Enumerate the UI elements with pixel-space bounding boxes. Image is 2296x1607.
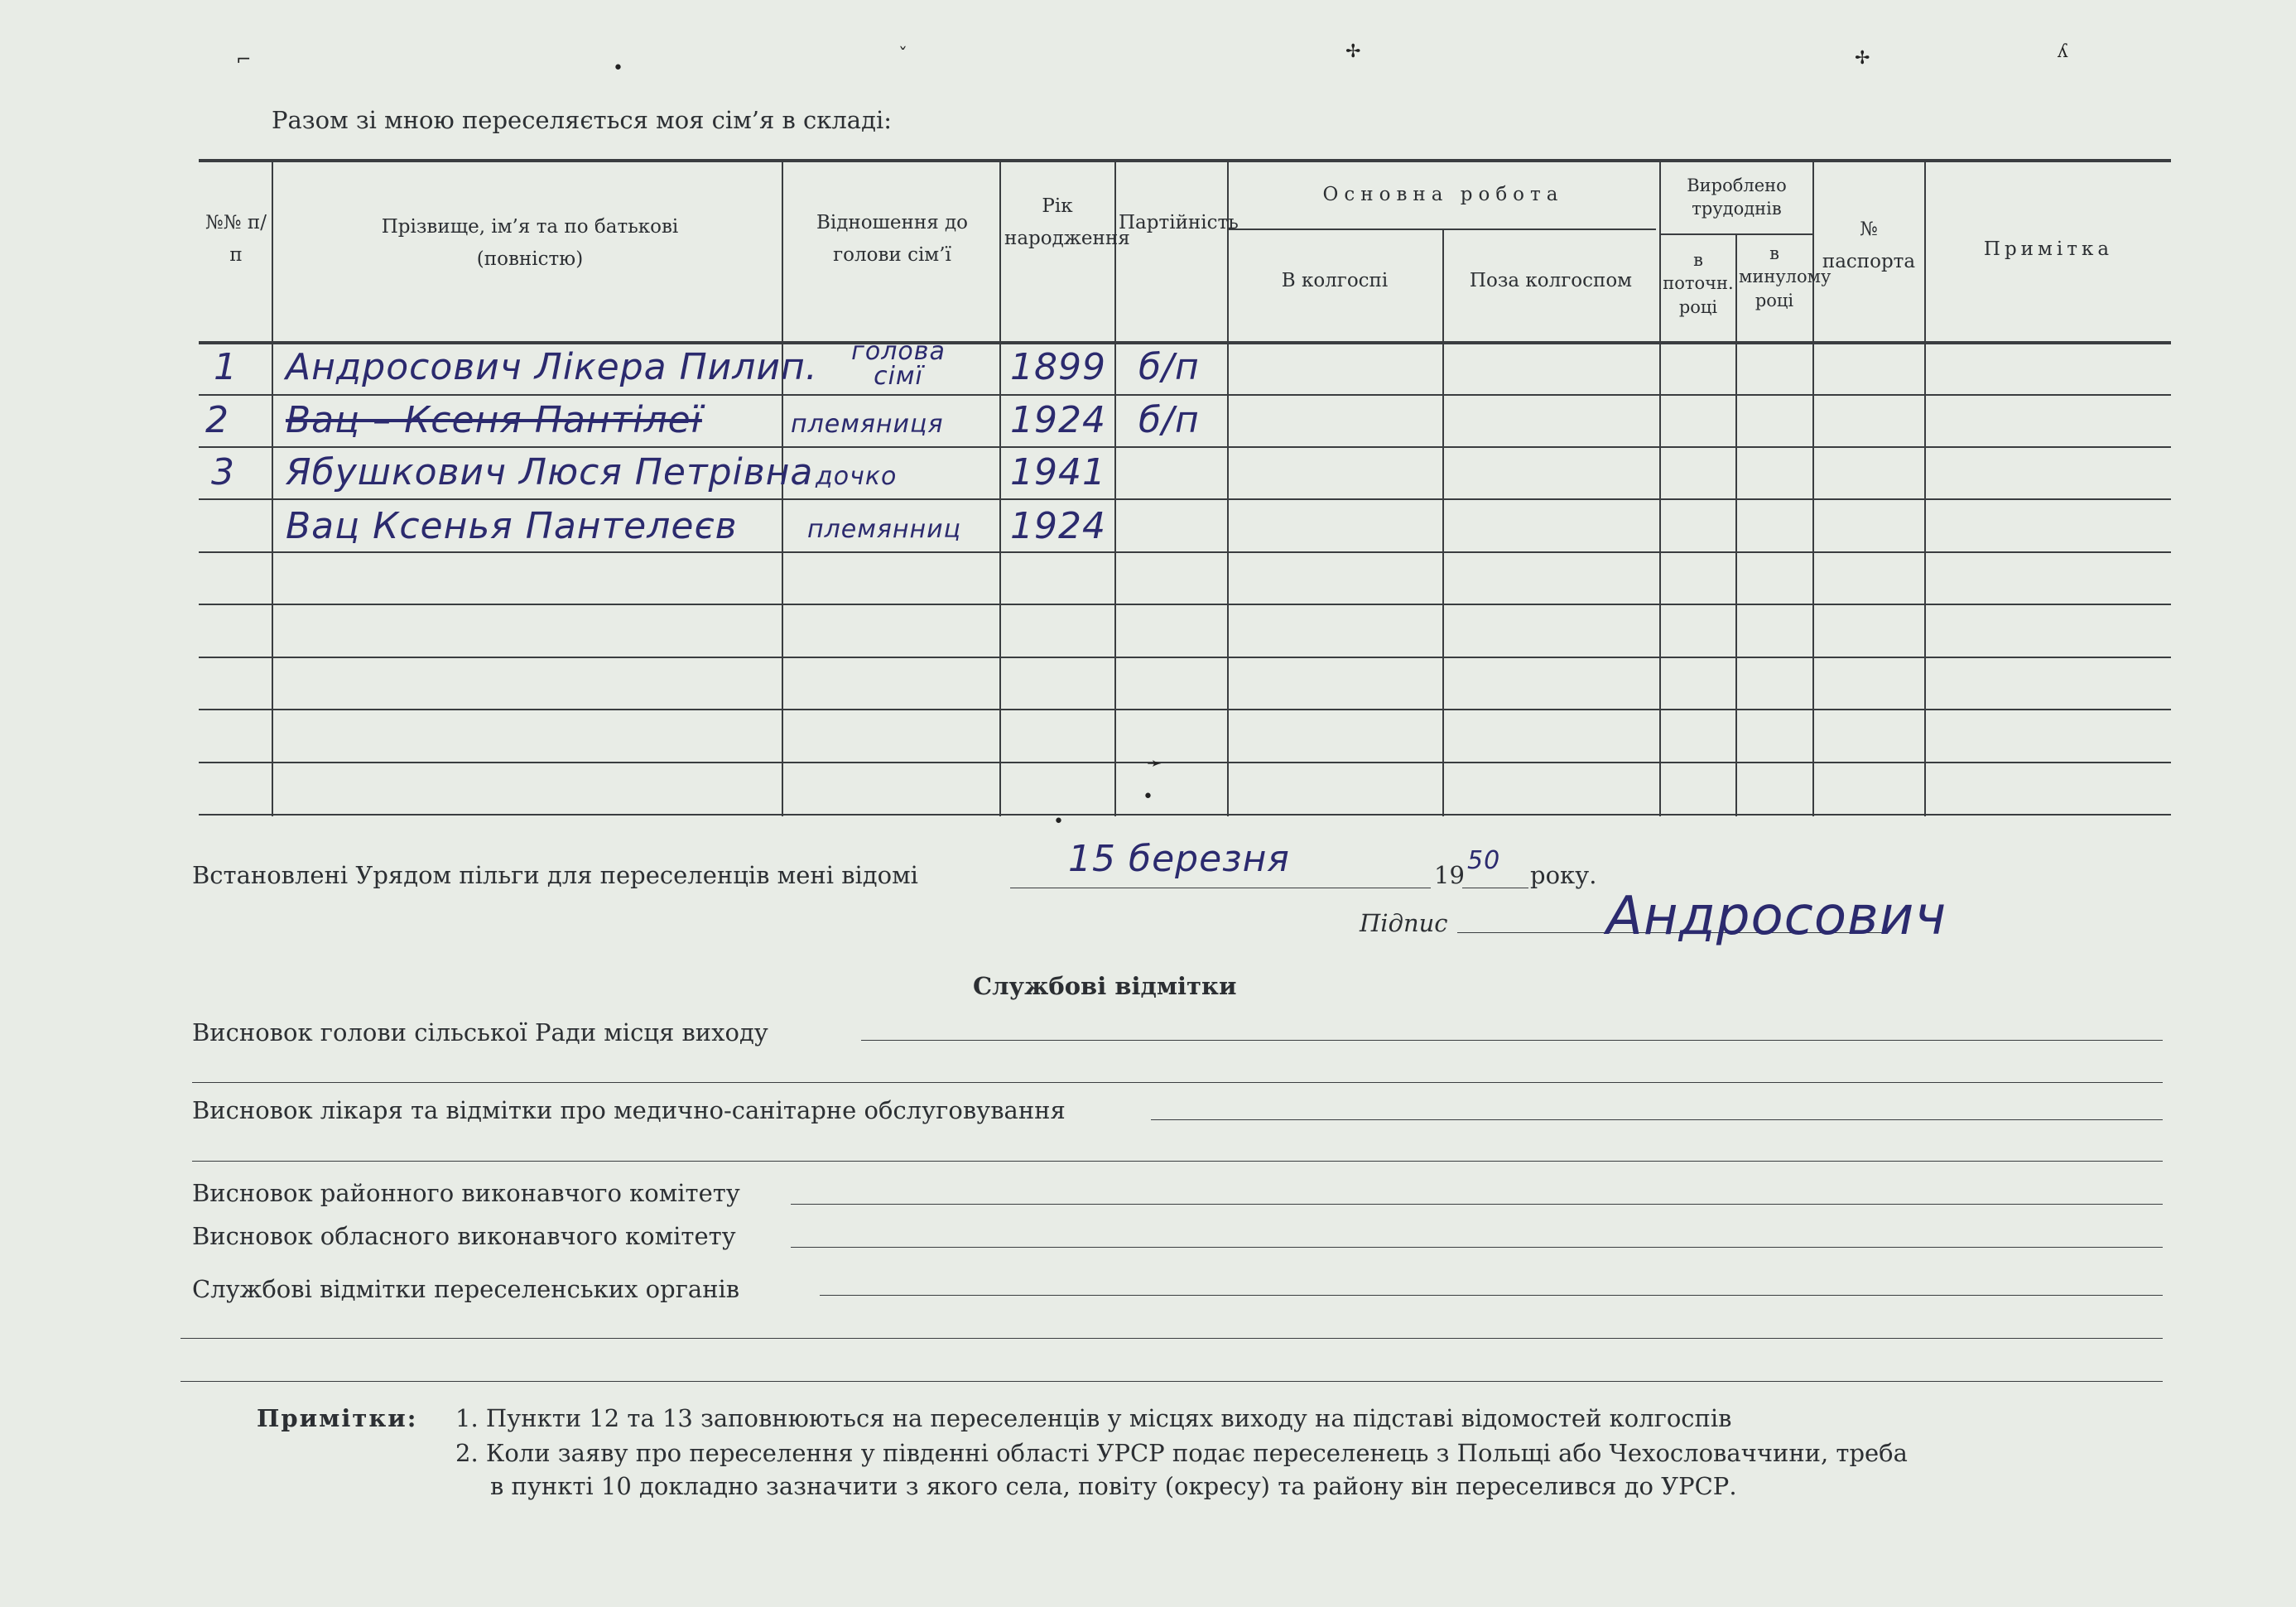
official-line-label: Висновок голови сільської Ради місця виходу [192,1018,768,1046]
row-line [199,709,2171,710]
header-note: Примітка [1983,238,2114,260]
official-line-label: Висновок лікаря та відмітки про медично-санітарне обслуговування [192,1096,1066,1124]
header-in-kolhosp: В колгоспі [1281,270,1389,291]
header-last-year: в минулому році [1739,243,1832,310]
row-name: Ябушкович Люся Петрівна [286,451,814,493]
col-line [999,161,1001,816]
header-party: Партійність [1119,212,1239,233]
row-line [199,814,2171,816]
header-workdays: Вироблено трудоднів [1687,176,1787,219]
col-line [1812,161,1814,816]
header-birth-year: Рік народження [1004,195,1130,250]
table-top-border [199,159,2171,162]
main-work-divider [1227,229,1656,230]
signature-value: Андросович [1606,886,1947,947]
row-num: 3 [211,451,235,493]
row-line [199,551,2171,553]
punch-mark: • [1053,811,1064,832]
year-word: року. [1530,861,1597,889]
year-suffix: 50 [1467,846,1501,875]
punch-mark: ⌐ [236,50,252,70]
row-num: 2 [205,399,229,441]
col-line [272,161,273,816]
header-num: №№ п/п [205,212,267,267]
punch-mark: ➛ [1147,753,1162,774]
notes-label: Примітки: [257,1404,418,1432]
row-num: 1 [214,346,238,388]
row-line [199,498,2171,500]
row-name: Андросович Лікера Пилип. [286,346,818,388]
intro-text: Разом зі мною переселяється моя сім’я в складі: [272,106,893,134]
note-item: в пункті 10 докладно зазначити з якого села, повіту (окресу) та району він переселився до УРСР. [490,1472,1737,1500]
punch-mark: • [613,58,623,79]
signature-label: Підпис [1360,909,1448,937]
row-relation: дочко [816,462,898,491]
row-party: б/п [1138,346,1200,388]
benefits-date: 15 березня [1068,838,1290,880]
row-relation: голова сімї [851,337,946,391]
row-line [199,446,2171,448]
fill-line [181,1338,2163,1339]
punch-mark: ✢ [1855,48,1870,69]
row-party: б/п [1138,399,1200,441]
official-title: Службові відмітки [973,972,1237,1000]
punch-mark: ✢ [1345,41,1361,62]
row-line [199,394,2171,396]
col-line [1659,161,1661,816]
col-line [1227,161,1229,816]
col-line [1114,161,1116,816]
row-line [199,762,2171,763]
row-relation: племяниця [791,410,944,439]
row-year: 1924 [1010,505,1106,547]
official-line-label: Висновок обласного виконавчого комітету [192,1222,736,1250]
header-current-year: в поточн. році [1663,250,1734,317]
row-year: 1899 [1010,346,1106,388]
fill-line [192,1161,2163,1162]
official-line-label: Висновок районного виконавчого комітету [192,1179,740,1207]
fill-line [791,1247,2163,1248]
row-line [199,604,2171,605]
fill-line [192,1082,2163,1083]
row-year: 1941 [1010,451,1106,493]
header-name: Прізвище, ім’я та по батькові (повністю) [381,216,679,271]
fill-line [181,1381,2163,1382]
fill-line [861,1040,2163,1041]
note-item: 2. Коли заяву про переселення у південні області УРСР подає переселенець з Польщі або Чехословаччини, треба [455,1439,1908,1467]
row-name: Вац Ксенья Пантелеєв [286,505,738,547]
header-bottom-border [199,341,2171,344]
benefits-label: Встановлені Урядом пільги для переселенців мені відомі [192,861,918,889]
header-relation: Відношення до голови сім’ї [816,212,969,267]
header-main-work: Основна робота [1322,184,1564,205]
header-outside-kolhosp: Поза колгоспом [1469,270,1633,291]
punch-mark: ˇ [898,46,907,66]
row-line [199,657,2171,658]
row-relation: племянниц [807,515,962,544]
official-line-label: Службові відмітки переселенських органів [192,1275,740,1303]
row-year: 1924 [1010,399,1106,441]
header-passport: № паспорта [1822,219,1916,273]
col-line [1735,233,1737,816]
row-name: Вац – Ксеня Пантілеї [286,399,702,441]
punch-mark: • [1143,787,1153,807]
fill-line [1151,1119,2163,1120]
fill-line [820,1295,2163,1296]
year-prefix: 19 [1434,861,1465,889]
note-item: 1. Пункти 12 та 13 заповнюються на переселенців у місцях виходу на підставі відомостей колгоспів [455,1404,1732,1432]
punch-mark: ʎ [2058,41,2068,62]
col-line [1442,229,1444,816]
fill-line [791,1204,2163,1205]
